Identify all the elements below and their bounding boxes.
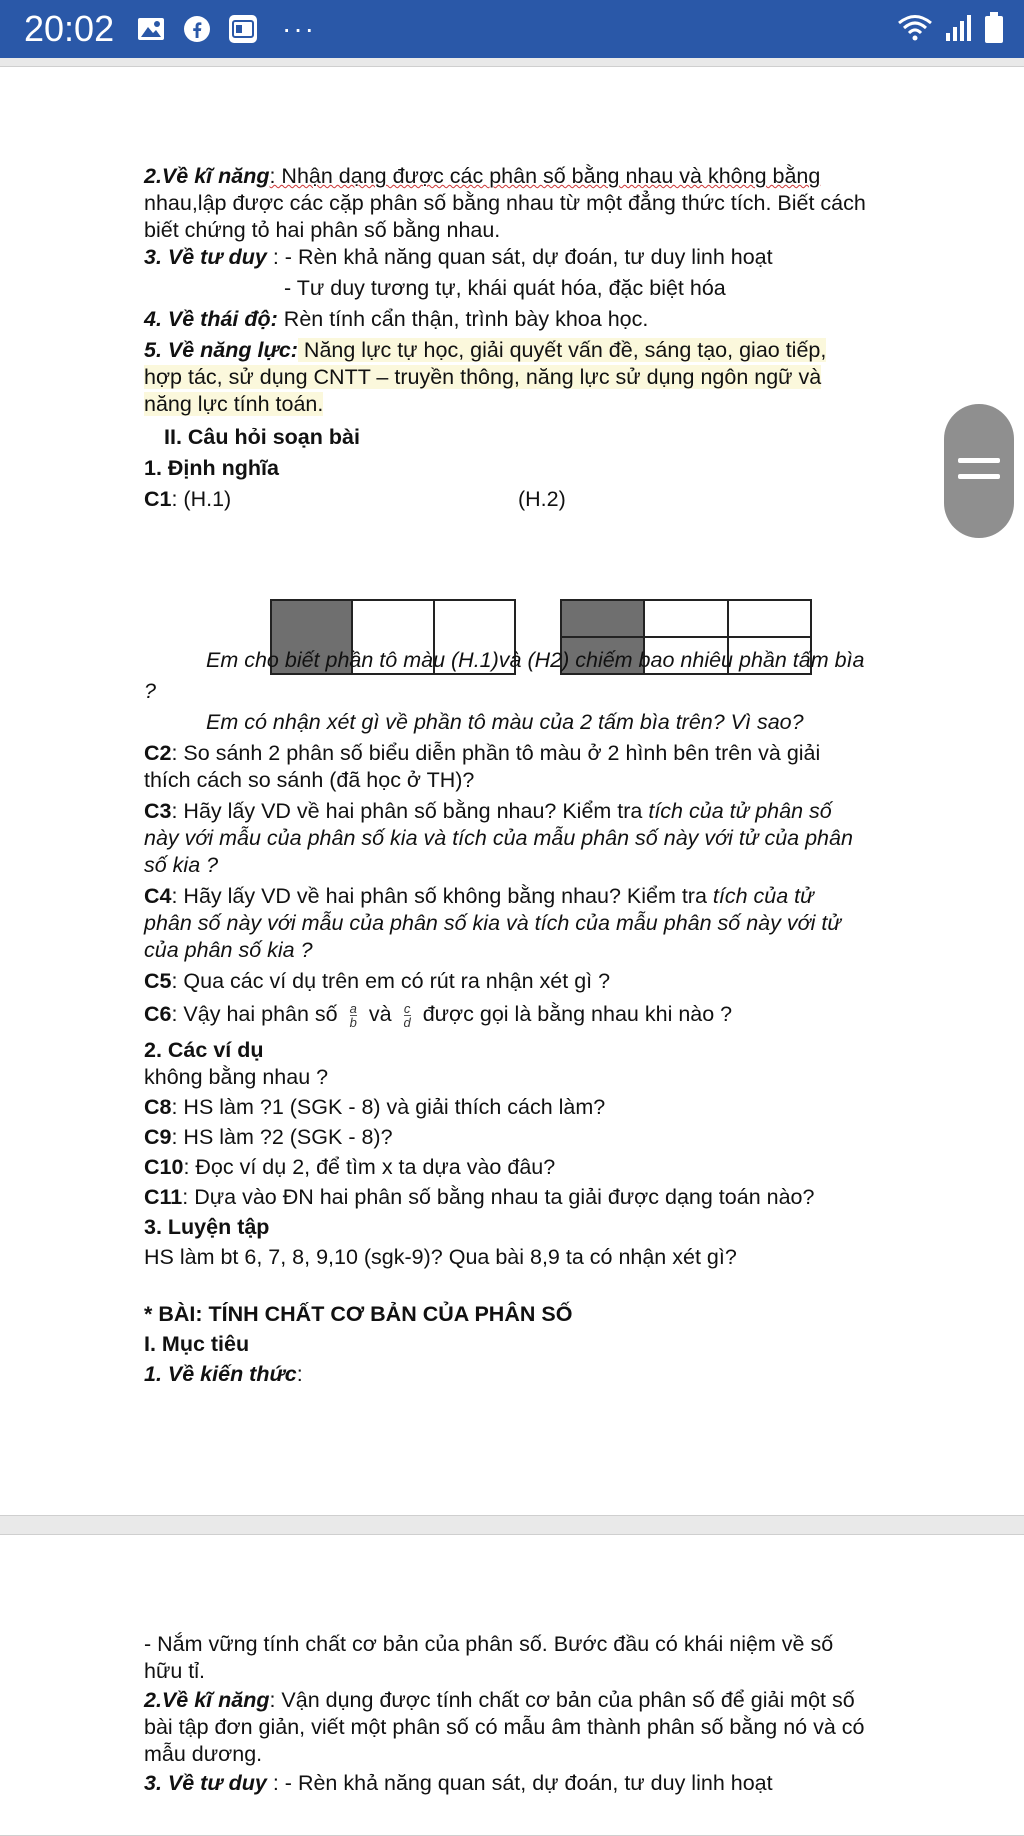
c8-label: C8	[144, 1095, 172, 1119]
h2-cell-shaded	[562, 601, 645, 636]
h2-label: (H.2)	[518, 487, 566, 511]
c9-paragraph	[144, 1124, 954, 1151]
c5-label: C5	[144, 969, 172, 993]
c3-text-line2: này với mẫu của phân số kia và tích của mẫu phân số này với tử của phân	[144, 826, 853, 850]
c4-text: : Hãy lấy VD về hai phân số không bằng nhau? Kiểm tra	[171, 884, 713, 908]
c4-text-line3: của phân số kia ?	[144, 938, 313, 962]
lesson-title: * BÀI: TÍNH CHẤT CƠ BẢN CỦA PHÂN SỐ	[144, 1302, 573, 1326]
thinking2-text: : - Rèn khả năng quan sát, dự đoán, tư duy linh hoạt	[266, 1771, 773, 1795]
c6-and: và	[362, 1002, 398, 1026]
skill-text-line3: biết chứng tỏ hai phân số bằng nhau.	[144, 218, 501, 242]
c3-text-line3: số kia ?	[144, 853, 219, 877]
subheading-examples: 2. Các ví dụ	[144, 1038, 264, 1062]
c3-text: : Hãy lấy VD về hai phân số bằng nhau? Kiểm tra	[171, 799, 649, 823]
subheading-definition: 1. Định nghĩa	[144, 456, 279, 480]
fraction-numerator: a	[349, 1000, 357, 1016]
c4-label: C4	[144, 884, 172, 908]
status-bar	[0, 0, 1024, 58]
skill2-heading: 2.Về kĩ năng	[144, 1688, 270, 1712]
scroll-handle-grip-icon	[958, 474, 1000, 479]
news-app-icon	[228, 14, 258, 44]
page-1-content	[144, 163, 954, 513]
more-dots-icon: ···	[282, 13, 316, 44]
skill2-text: : Vận dụng được tính chất cơ bản của phân số để giải một số	[269, 1688, 855, 1712]
skill-text-line2: nhau,lập được các cặp phân số bằng nhau từ một đẳng thức tích. Biết cách	[144, 191, 866, 215]
c11-label: C11	[144, 1185, 183, 1209]
wifi-icon	[896, 13, 934, 48]
fraction-denominator: b	[349, 1014, 357, 1030]
knowledge-heading-row	[144, 1361, 954, 1388]
c1-label: C1	[144, 487, 172, 511]
c6-text: : Vậy hai phân số	[171, 1002, 344, 1026]
competence-text-line3: năng lực tính toán.	[144, 392, 324, 416]
document-page-1	[0, 66, 1024, 1516]
h2-cell	[645, 601, 728, 636]
c2-paragraph	[144, 740, 954, 767]
skill2-text-line3: mẫu dương.	[144, 1742, 263, 1766]
thinking2-heading: 3. Về tư duy	[144, 1771, 267, 1795]
status-time: 20:02	[24, 8, 115, 49]
facebook-icon	[182, 14, 212, 44]
c6-label: C6	[144, 1002, 172, 1026]
knowledge-text-line2: hữu tỉ.	[144, 1659, 206, 1683]
competence-heading: 5. Về năng lực:	[144, 338, 298, 362]
c1-row	[144, 486, 954, 513]
knowledge-text: - Nắm vững tính chất cơ bản của phân số. Bước đầu có khái niệm về số	[144, 1632, 834, 1656]
image-icon	[136, 14, 166, 44]
scroll-handle[interactable]	[944, 404, 1014, 538]
c11-text: : Dựa vào ĐN hai phân số bằng nhau ta giải được dạng toán nào?	[182, 1185, 815, 1209]
competence-paragraph	[144, 337, 954, 364]
thinking2-paragraph	[144, 1770, 954, 1797]
fraction-c-d	[404, 1002, 411, 1029]
page-2-content	[144, 1631, 954, 1797]
c5-paragraph	[144, 968, 954, 995]
c11-paragraph	[144, 1184, 954, 1211]
c9-text: : HS làm ?2 (SGK - 8)?	[171, 1125, 393, 1149]
section-heading-questions: II. Câu hỏi soạn bài	[164, 425, 360, 449]
c2-label: C2	[144, 741, 172, 765]
question-mark: ?	[144, 679, 156, 703]
competence-text: Năng lực tự học, giải quyết vấn đề, sáng tạo, giao tiếp,	[297, 338, 827, 362]
question-remark: Em có nhận xét gì về phần tô màu của 2 tấm bìa trên? Vì sao?	[206, 710, 804, 734]
not-equal-text: không bằng nhau ?	[144, 1065, 329, 1089]
attitude-text: Rèn tính cẩn thận, trình bày khoa học.	[277, 307, 649, 331]
fraction-a-b	[350, 1002, 357, 1029]
c4-paragraph	[144, 883, 954, 910]
c6-text-end: được gọi là bằng nhau khi nào ?	[416, 1002, 733, 1026]
knowledge-colon: :	[296, 1362, 303, 1386]
document-page-2	[0, 1534, 1024, 1836]
c8-paragraph	[144, 1094, 954, 1121]
c10-text: : Đọc ví dụ 2, để tìm x ta dựa vào đâu?	[183, 1155, 556, 1179]
c6-paragraph	[144, 1001, 954, 1035]
page-1-content-continued	[144, 647, 954, 1388]
thinking-heading: 3. Về tư duy	[144, 245, 267, 269]
knowledge-heading: 1. Về kiến thức	[144, 1362, 297, 1386]
skill2-paragraph	[144, 1687, 954, 1714]
c2-text: : So sánh 2 phân số biểu diễn phần tô màu ở 2 hình bên trên và giải	[171, 741, 821, 765]
thinking-text: : - Rèn khả năng quan sát, dự đoán, tư duy linh hoạt	[266, 245, 773, 269]
fraction-denominator: d	[403, 1014, 411, 1030]
practice-text: HS làm bt 6, 7, 8, 9,10 (sgk-9)? Qua bài 8,9 ta có nhận xét gì?	[144, 1245, 737, 1269]
competence-text-line2: hợp tác, sử dụng CNTT – truyền thông, năng lực sử dụng ngôn ngữ và	[144, 365, 822, 389]
signal-icon	[944, 13, 974, 48]
c10-paragraph	[144, 1154, 954, 1181]
c2-text-line2: thích cách so sánh (đã học ở TH)?	[144, 768, 475, 792]
h2-cell	[729, 601, 810, 636]
c3-text-italic: tích của tử phân số	[648, 799, 832, 823]
scroll-handle-grip-icon	[958, 458, 1000, 463]
thinking-paragraph	[144, 244, 954, 271]
question-shaded-part: Em cho biết phần tô màu (H.1)và (H2) chiếm bao nhiêu phần tấm bìa	[206, 648, 865, 672]
subheading-practice: 3. Luyện tập	[144, 1215, 270, 1239]
skill-heading: 2.Về kĩ năng	[144, 164, 270, 188]
thinking-text-line2: - Tư duy tương tự, khái quát hóa, đặc biệt hóa	[284, 276, 726, 300]
skill-paragraph	[144, 163, 954, 190]
c10-label: C10	[144, 1155, 184, 1179]
c8-text: : HS làm ?1 (SGK - 8) và giải thích cách làm?	[171, 1095, 606, 1119]
c1-text: : (H.1)	[171, 487, 232, 511]
section-heading-objectives: I. Mục tiêu	[144, 1332, 250, 1356]
c9-label: C9	[144, 1125, 172, 1149]
c3-label: C3	[144, 799, 172, 823]
c4-text-line2: phân số này với mẫu của phân số kia và tích của mẫu phân số này với tử	[144, 911, 841, 935]
skill2-text-line2: bài tập đơn giản, viết một phân số có mẫu âm thành phân số bằng nó và có	[144, 1715, 865, 1739]
c5-text: : Qua các ví dụ trên em có rút ra nhận xét gì ?	[171, 969, 611, 993]
c3-paragraph	[144, 798, 954, 825]
fraction-numerator: c	[403, 1000, 411, 1016]
attitude-paragraph	[144, 306, 954, 333]
c4-text-italic: tích của tử	[712, 884, 814, 908]
skill-text: : Nhận dạng được các phân số bằng nhau và không bằng	[269, 164, 821, 188]
attitude-heading: 4. Về thái độ:	[144, 307, 278, 331]
battery-icon	[984, 12, 1004, 49]
